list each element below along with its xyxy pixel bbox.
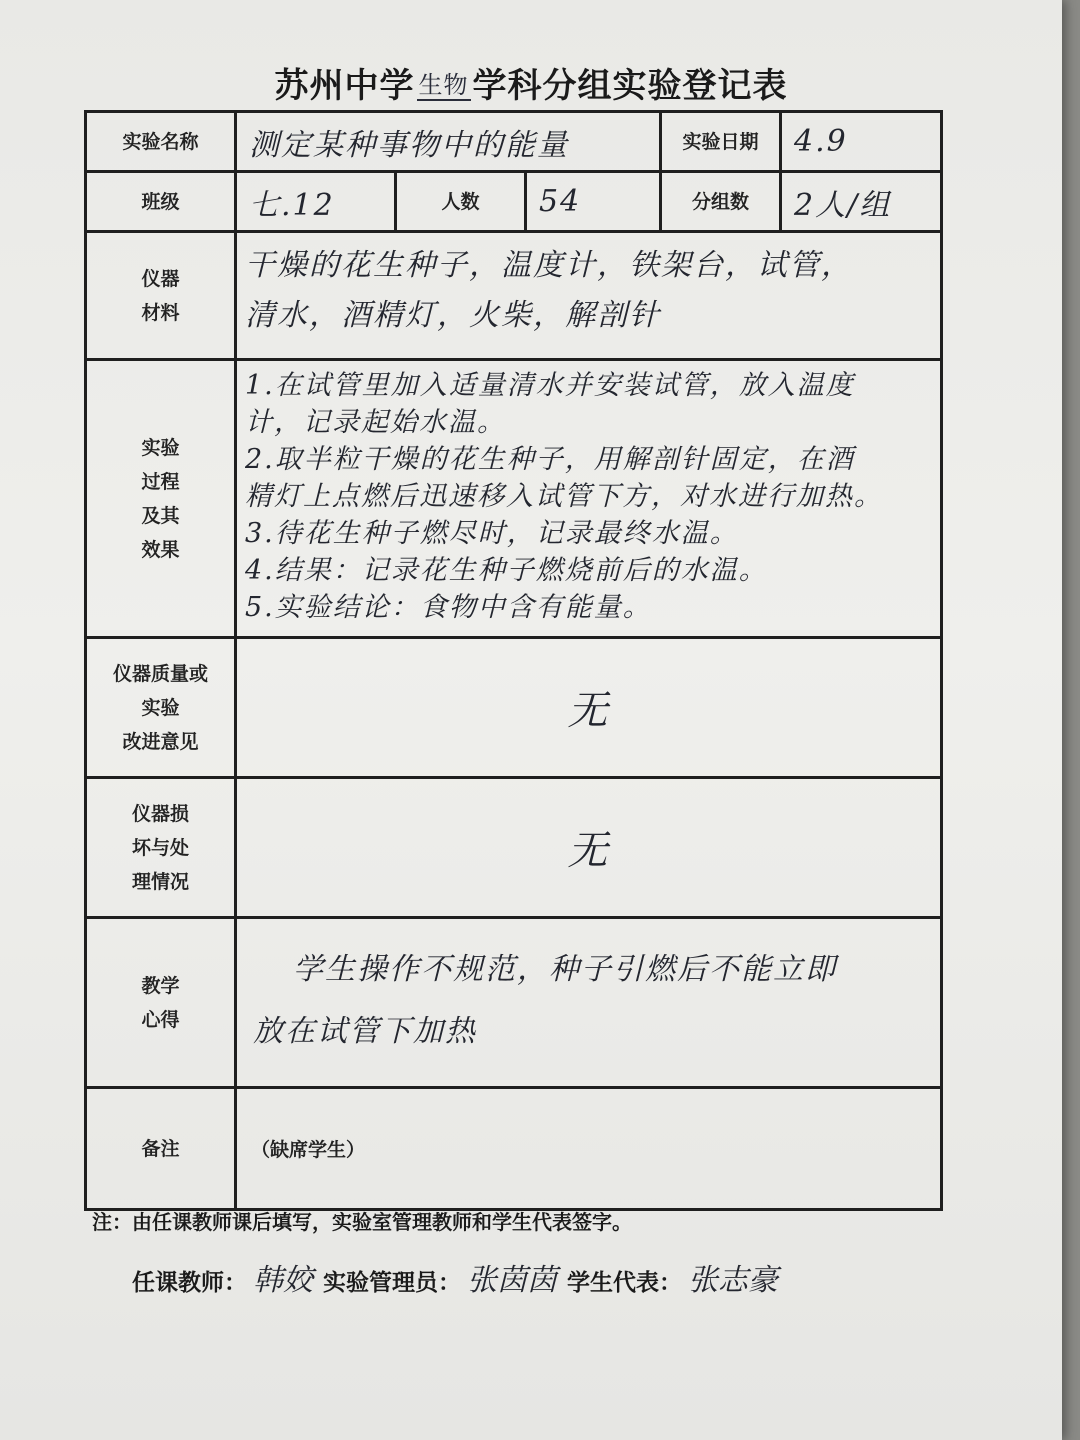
value-experiment-date: 4.9 <box>781 112 942 172</box>
row-reflection <box>86 918 942 1088</box>
admin-signature: 张茵茵 <box>467 1263 557 1298</box>
label-quality <box>86 638 236 778</box>
label-reflection-line2: 心得 <box>141 1008 180 1031</box>
admin-label: 实验管理员： <box>323 1270 461 1296</box>
label-damage <box>86 778 236 918</box>
value-class: 七.12 <box>236 172 396 232</box>
label-quality-line1: 仪器质量或 <box>112 662 208 685</box>
label-experiment-date: 实验日期 <box>661 112 781 172</box>
registration-table <box>84 110 943 1211</box>
value-remarks: （缺席学生） <box>236 1088 942 1210</box>
label-damage-line3: 理情况 <box>131 870 189 893</box>
label-groups: 分组数 <box>661 172 781 232</box>
process-step-3: 3.待花生种子燃尽时，记录最终水温。 <box>245 518 739 549</box>
teacher-label: 任课教师： <box>132 1270 247 1296</box>
row-quality <box>86 638 942 778</box>
label-process <box>86 360 236 638</box>
value-experiment-name: 测定某种事物中的能量 <box>236 112 661 172</box>
footer-note: 注：由任课教师课后填写，实验室管理教师和学生代表签字。 <box>92 1210 632 1234</box>
label-reflection <box>86 918 236 1088</box>
label-reflection-line1: 教学 <box>141 974 180 997</box>
page-title <box>0 58 1062 107</box>
equipment-line1: 干燥的花生种子，温度计，铁架台，试管， <box>245 248 853 283</box>
student-label: 学生代表： <box>567 1270 682 1296</box>
value-equipment <box>236 232 942 360</box>
label-process-line4: 效果 <box>141 538 180 561</box>
label-equipment-line1: 仪器 <box>141 267 180 290</box>
signature-line <box>132 1255 788 1299</box>
row-damage <box>86 778 942 918</box>
process-step-1b: 计，记录起始水温。 <box>245 407 506 438</box>
title-suffix: 学科分组实验登记表 <box>472 66 788 106</box>
title-subject-handwritten: 生物 <box>418 71 469 99</box>
label-damage-line1: 仪器损 <box>131 802 189 825</box>
label-damage-line2: 坏与处 <box>131 836 189 859</box>
label-class: 班级 <box>86 172 236 232</box>
label-equipment-line2: 材料 <box>141 301 180 324</box>
process-step-1a: 1.在试管里加入适量清水并安装试管，放入温度 <box>245 370 855 401</box>
process-step-5: 5.实验结论：食物中含有能量。 <box>245 592 652 623</box>
label-remarks: 备注 <box>86 1088 236 1210</box>
row-class-info <box>86 172 942 232</box>
label-process-line2: 过程 <box>141 470 180 493</box>
student-signature: 张志豪 <box>688 1263 778 1298</box>
value-process <box>236 360 942 638</box>
row-experiment-name <box>86 112 942 172</box>
equipment-line2: 清水，酒精灯，火柴，解剖针 <box>245 298 661 333</box>
label-equipment <box>86 232 236 360</box>
row-remarks <box>86 1088 942 1210</box>
row-equipment <box>86 232 942 360</box>
teacher-signature: 韩姣 <box>253 1263 313 1298</box>
value-damage: 无 <box>236 778 942 918</box>
process-step-2a: 2.取半粒干燥的花生种子，用解剖针固定，在酒 <box>245 444 855 475</box>
reflection-line1: 学生操作不规范，种子引燃后不能立即 <box>293 952 837 987</box>
value-groups: 2人/组 <box>781 172 942 232</box>
label-quality-line3: 改进意见 <box>122 730 199 753</box>
label-count: 人数 <box>396 172 526 232</box>
process-step-2b: 精灯上点燃后迅速移入试管下方，对水进行加热。 <box>245 481 883 512</box>
reflection-line2: 放在试管下加热 <box>253 1014 477 1049</box>
value-quality: 无 <box>236 638 942 778</box>
label-experiment-name: 实验名称 <box>86 112 236 172</box>
row-process <box>86 360 942 638</box>
process-step-4: 4.结果：记录花生种子燃烧前后的水温。 <box>245 555 768 586</box>
label-process-line1: 实验 <box>141 436 180 459</box>
label-quality-line2: 实验 <box>141 696 180 719</box>
value-reflection <box>236 918 942 1088</box>
title-prefix: 苏州中学 <box>274 66 415 106</box>
label-process-line3: 及其 <box>141 504 180 527</box>
value-count: 54 <box>526 172 661 232</box>
